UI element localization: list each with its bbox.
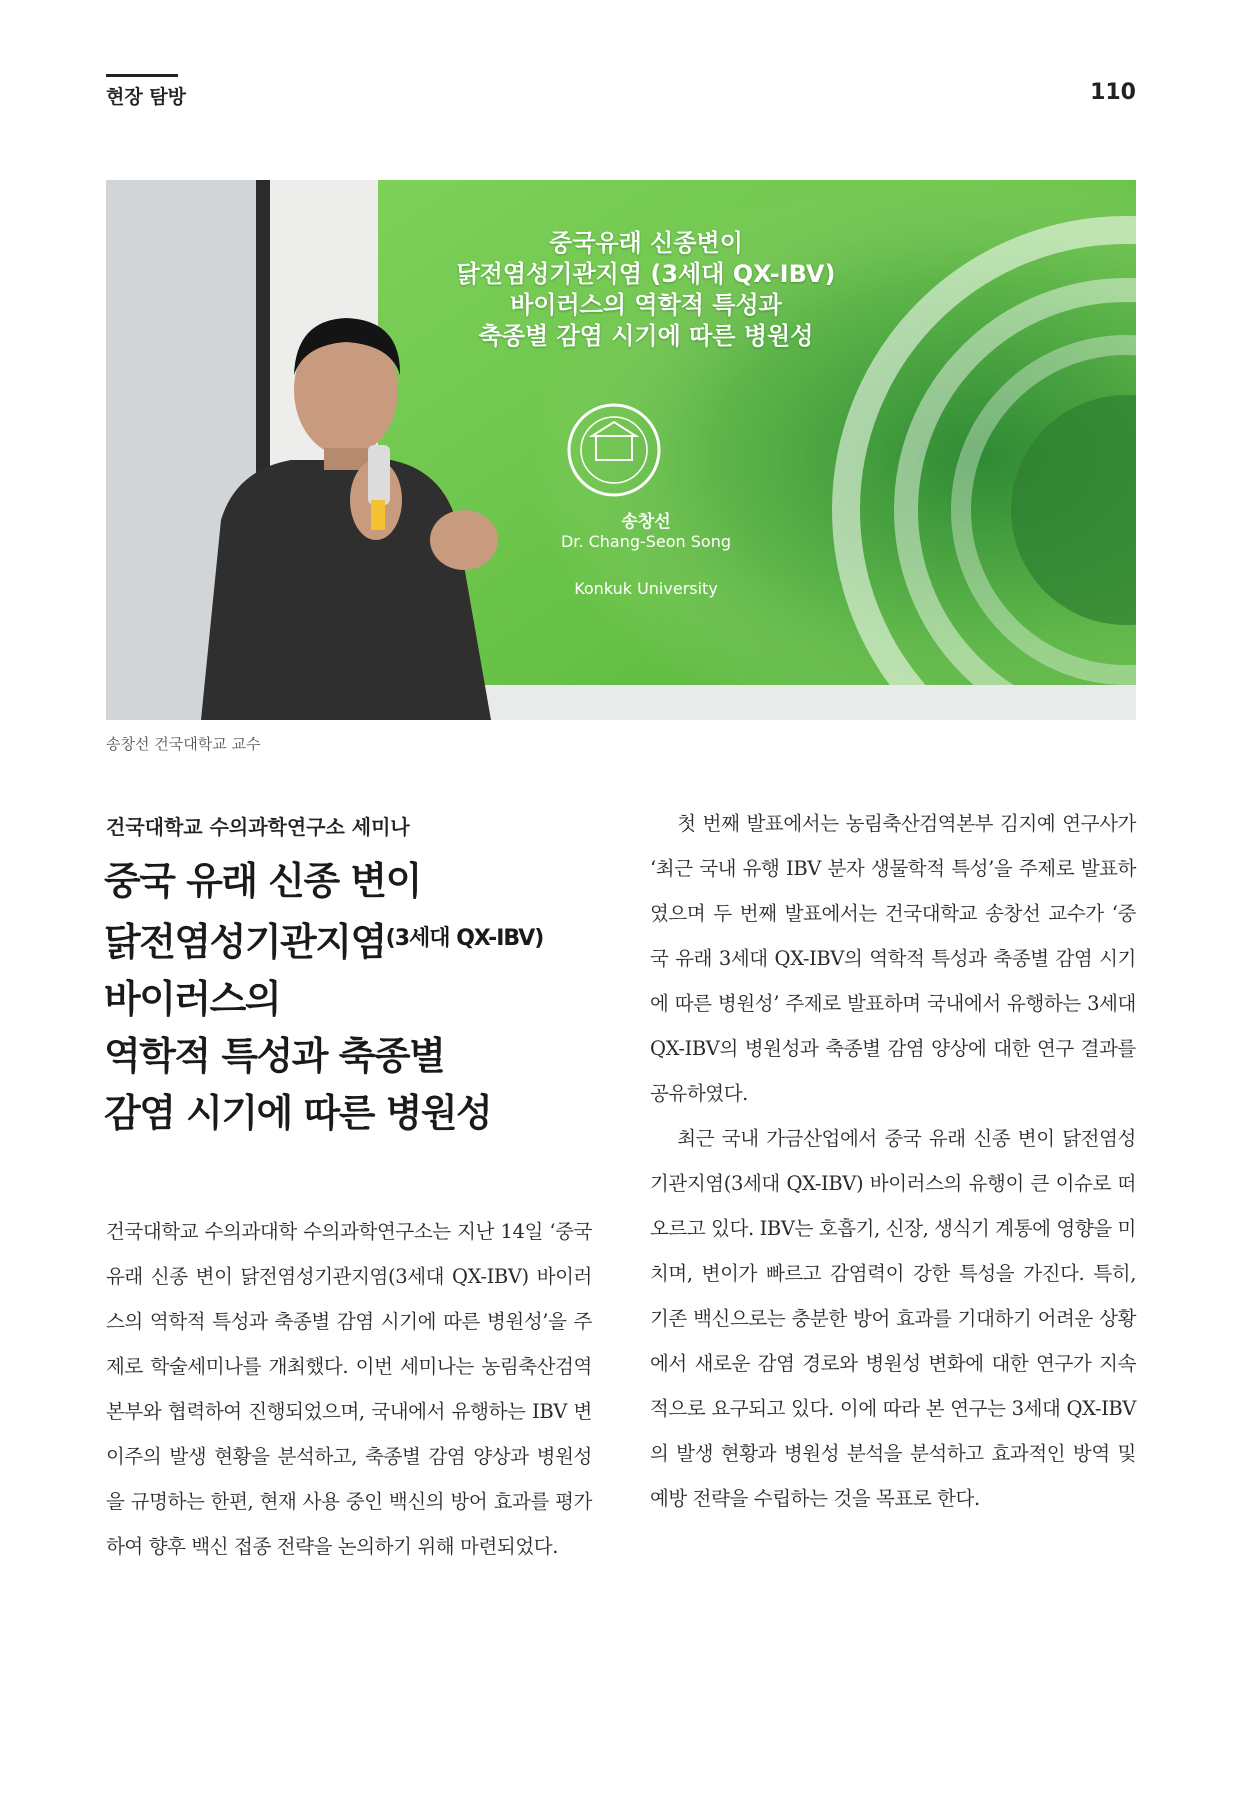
section-label: 현장 탐방: [106, 86, 187, 108]
slide-title: [451, 228, 841, 352]
headline-superscript: (3세대 QX-IBV): [385, 926, 544, 951]
article-body-left: [106, 1209, 592, 1569]
headline-line: 역학적 특성과 축종별: [104, 1034, 445, 1078]
slide-title-line: 닭전염성기관지염 (3세대 QX-IBV): [456, 260, 836, 288]
slide-presenter-en: Dr. Chang-Seon Song: [560, 532, 732, 551]
headline-line: [104, 910, 624, 971]
photo-caption: 송창선 건국대학교 교수: [106, 735, 261, 753]
body-paragraph: 건국대학교 수의과대학 수의과학연구소는 지난 14일 ‘중국 유래 신종 변이 닭전염성기관지염(3세대 QX-IBV) 바이러스의 역학적 특성과 축종별 감염 시기에 따른 병원성’을 주제로 학술세미나를 개최했다. 이번 세미나는 농림축산검역본부와 협력하여 진행되었으며, 국내에서 유행하는 IBV 변이주의 발생 현황을 분석하고, 축종별 감염 양상과 병원성을 규명하는 한편, 현재 사용 중인 백신의 방어 효과를 평가하여 향후 백신 접종 전략을 논의하기 위해 마련되었다.: [106, 1220, 592, 1558]
headline-line: 감염 시기에 따른 병원성: [104, 1091, 492, 1135]
page-number: 110: [1090, 80, 1136, 105]
article-body-right: [650, 801, 1136, 1521]
slide-title-line: 중국유래 신종변이: [549, 229, 743, 257]
body-paragraph: 최근 국내 가금산업에서 중국 유래 신종 변이 닭전염성기관지염(3세대 QX-IBV) 바이러스의 유행이 큰 이슈로 떠오르고 있다. IBV는 호흡기, 신장, 생식기 계통에 영향을 미치며, 변이가 빠르고 감염력이 강한 특성을 가진다. 특히, 기존 백신으로는 충분한 방어 효과를 기대하기 어려운 상황에서 새로운 감염 경로와 병원성 변화에 대한 연구가 지속적으로 요구되고 있다. 이에 따라 본 연구는 3세대 QX-IBV의 발생 현황과 병원성 분석을 분석하고 효과적인 방역 및 예방 전략을 수립하는 것을 목표로 한다.: [650, 1127, 1136, 1510]
headline-line: 중국 유래 신종 변이: [104, 859, 421, 903]
article-headline: [104, 853, 624, 1142]
seminar-photo: [106, 180, 1136, 720]
slide-university: Konkuk University: [574, 579, 718, 598]
body-paragraph: 첫 번째 발표에서는 농림축산검역본부 김지예 연구사가 ‘최근 국내 유행 IBV 분자 생물학적 특성’을 주제로 발표하였으며 두 번째 발표에서는 건국대학교 송창선 교수가 ‘중국 유래 3세대 QX-IBV의 역학적 특성과 축종별 감염 시기에 따른 병원성’ 주제로 발표하며 국내에서 유행하는 3세대 QX-IBV의 병원성과 축종별 감염 양상에 대한 연구 결과를 공유하였다.: [650, 812, 1136, 1105]
slide-presenter-ko: 송창선: [621, 512, 671, 532]
headline-line: 바이러스의: [104, 977, 281, 1021]
article-kicker: 건국대학교 수의과학연구소 세미나: [106, 815, 410, 839]
headline-line-text: 닭전염성기관지염: [104, 920, 386, 964]
slide-title-line: 바이러스의 역학적 특성과: [510, 291, 782, 319]
slide-title-line: 축종별 감염 시기에 따른 병원성: [478, 322, 814, 350]
header-rule: [106, 74, 178, 77]
